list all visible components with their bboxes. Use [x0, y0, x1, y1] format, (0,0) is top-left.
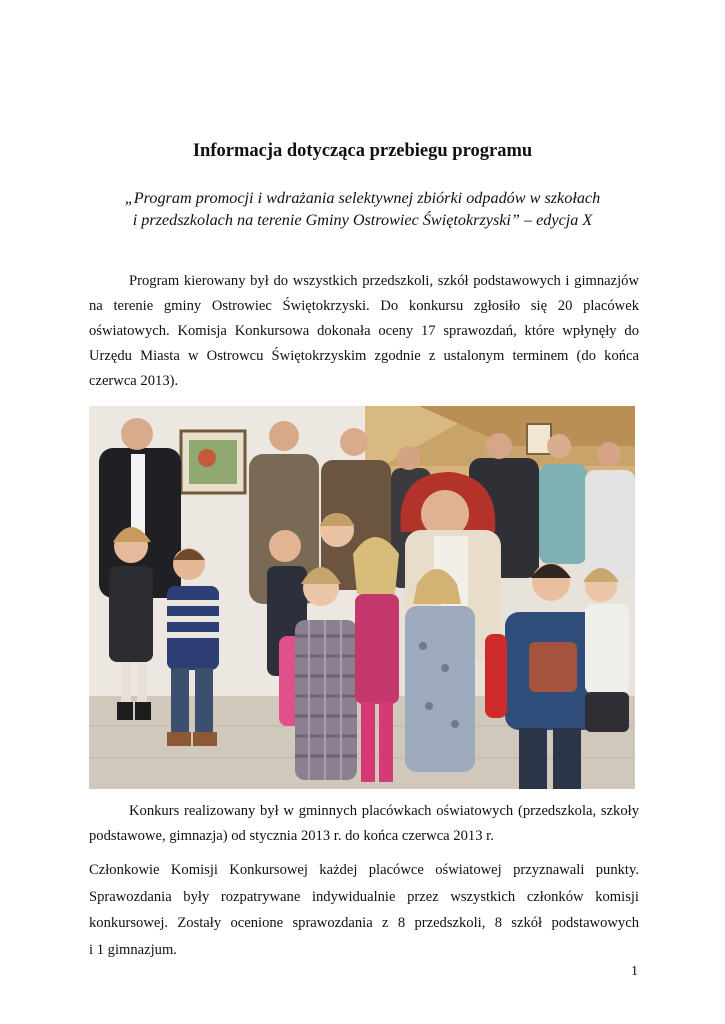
- paragraph-line: i 1 gimnazjum.: [89, 941, 177, 958]
- paragraph-line: Konkurs realizowany był w gminnych placówkach oświatowych (przedszkola, szkoły: [129, 803, 639, 819]
- paragraph-line: Sprawozdania były rozpatrywane indywidualnie przez wszystkich członków komisji: [89, 888, 639, 905]
- subtitle-line: i przedszkolach na terenie Gminy Ostrowiec Świętokrzyski” – edycja X: [132, 211, 593, 229]
- paragraph-line: Członkowie Komisji Konkursowej każdej placówce oświatowej przyznawali punkty.: [89, 862, 639, 878]
- paragraph-line: Program kierowany był do wszystkich przedszkoli, szkół podstawowych i gimnazjów: [129, 273, 639, 289]
- paragraph-line: oświatowych. Komisja Konkursowa dokonała oceny 17 sprawozdań, które wpłynęły do: [89, 323, 639, 339]
- paragraph-contest-period: [89, 799, 639, 849]
- event-photo: [89, 406, 635, 789]
- page-number: 1: [631, 964, 638, 979]
- subtitle-line: „Program promocji i wdrażania selektywnej zbiórki odpadów w szkołach: [124, 189, 601, 207]
- paragraph-line: konkursowej. Zostały ocenione sprawozdania z 8 przedszkoli, 8 szkół podstawowych: [89, 915, 639, 931]
- paragraph-program-scope: [89, 269, 639, 394]
- paragraph-line: na terenie gminy Ostrowiec Świętokrzyski. Do konkursu zgłosiło się 20 placówek: [89, 298, 639, 314]
- document-title: Informacja dotycząca przebiegu programu: [192, 141, 533, 161]
- document-subtitle: [60, 187, 665, 231]
- paragraph-line: Urzędu Miasta w Ostrowcu Świętokrzyskim zgodnie z ustalonym terminem (do końca: [89, 348, 639, 364]
- paragraph-line: podstawowe, gimnazja) od stycznia 2013 r. do końca czerwca 2013 r.: [89, 828, 494, 844]
- paragraph-line: czerwca 2013).: [89, 373, 179, 389]
- paragraph-evaluation: [89, 857, 639, 963]
